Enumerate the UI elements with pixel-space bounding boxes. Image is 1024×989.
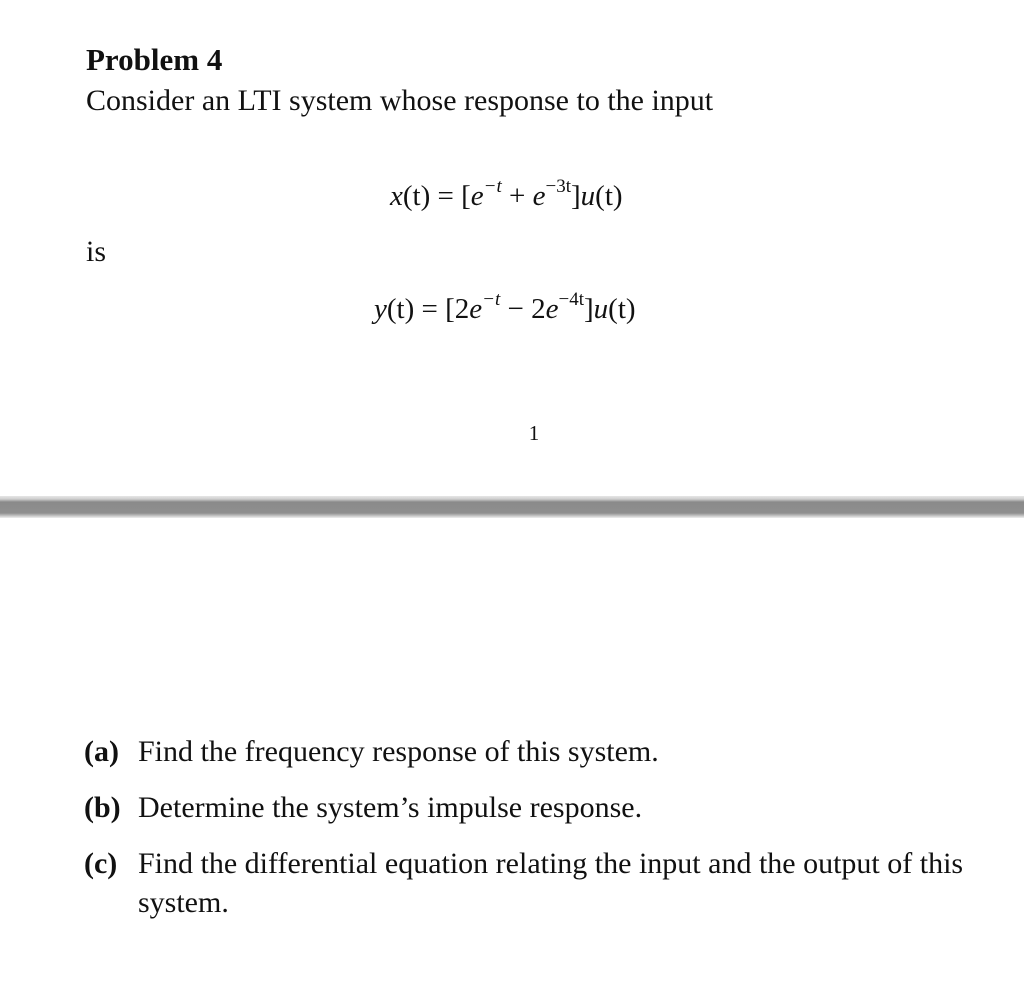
eq-y-step: u: [593, 293, 609, 325]
eq-y-term2-exp: −4t: [558, 289, 584, 310]
eq-y-arg: (t): [386, 293, 415, 325]
eq-y-op: −: [507, 293, 524, 325]
part-text: Determine the system’s impulse response.: [138, 791, 643, 824]
eq-x-term1-exp: −t: [483, 176, 502, 197]
eq-x-op: +: [509, 180, 526, 212]
part-a: [84, 732, 1004, 771]
eq-x-close: ]: [571, 180, 581, 212]
page-number: 1: [528, 421, 540, 445]
eq-y-open: [2: [445, 293, 470, 325]
eq-x-step: u: [580, 180, 596, 212]
part-b: [84, 788, 1004, 827]
input-equation: [390, 176, 623, 216]
part-label: (b): [84, 791, 121, 824]
part-label: (a): [84, 735, 119, 768]
problem-title: Problem 4: [86, 42, 223, 77]
eq-x-step-arg: (t): [595, 180, 623, 212]
eq-x-arg: (t): [402, 180, 431, 212]
part-label: (c): [84, 847, 118, 880]
page-separator: [0, 496, 1024, 518]
document-page-2: [0, 518, 1024, 989]
output-equation: [374, 289, 636, 329]
part-text: Find the frequency response of this system.: [138, 735, 659, 768]
eq-y-step-arg: (t): [608, 293, 636, 325]
eq-y-coef2: 2: [531, 293, 546, 325]
part-text: Find the differential equation relating the input and the output of this system.: [138, 847, 964, 919]
eq-y-term2-base: e: [545, 293, 559, 325]
eq-x-open: [: [461, 180, 471, 212]
eq-x-equals: =: [437, 180, 454, 212]
part-c: [84, 844, 1004, 922]
eq-x-lhs: x: [390, 180, 403, 212]
connector-text: is: [86, 235, 107, 268]
eq-y-close: ]: [584, 293, 594, 325]
eq-y-equals: =: [421, 293, 438, 325]
eq-y-lhs: y: [374, 293, 387, 325]
eq-x-term2-exp: −3t: [545, 176, 571, 197]
eq-y-term1-base: e: [469, 293, 483, 325]
eq-y-term1-exp: −t: [482, 289, 501, 310]
problem-parts-list: [84, 732, 1004, 939]
problem-intro: Consider an LTI system whose response to the input: [86, 84, 714, 117]
eq-x-term2-base: e: [532, 180, 546, 212]
eq-x-term1-base: e: [470, 180, 484, 212]
